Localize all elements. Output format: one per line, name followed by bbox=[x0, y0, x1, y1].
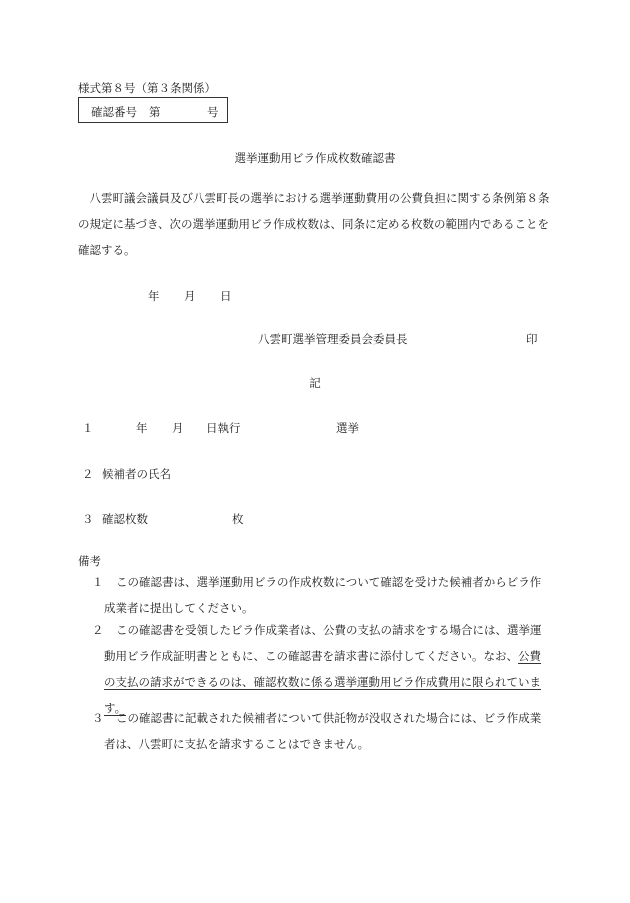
seal-mark: 印 bbox=[526, 332, 538, 346]
date-day: 日 bbox=[220, 289, 232, 303]
item3-confirmed-count-label: 確認枚数 bbox=[102, 512, 148, 526]
remark-1-text: この確認書は、選挙運動用ビラの作成枚数について確認を受けた候補者からビラ作成業者に提出してください。 bbox=[104, 575, 542, 615]
date-year: 年 bbox=[148, 289, 160, 303]
date-month: 月 bbox=[184, 289, 196, 303]
document-title: 選挙運動用ビラ作成枚数確認書 bbox=[234, 151, 396, 165]
remarks-heading: 備考 bbox=[78, 554, 101, 568]
confirm-number-go: 号 bbox=[207, 105, 219, 119]
remark-3 bbox=[78, 705, 552, 757]
remark-1-number: １ bbox=[92, 575, 104, 589]
ki-heading: 記 bbox=[309, 376, 321, 390]
remark-2-text-plain: この確認書を受領したビラ作成業者は、公費の支払の請求をする場合には、選挙運動用ビラ作成証明書とともに、この確認書を請求書に添付してください。なお、 bbox=[104, 623, 542, 663]
item3-number: ３ bbox=[82, 512, 94, 526]
confirmation-number-box bbox=[78, 97, 228, 123]
item1-month: 月 bbox=[172, 421, 184, 435]
remark-1 bbox=[78, 569, 552, 621]
body-paragraph: 八雲町議会議員及び八雲町長の選挙における選挙運動費用の公費負担に関する条例第８条の規定に基づき、次の選挙運動用ビラ作成枚数は、同条に定める枚数の範囲内であることを確認する。 bbox=[78, 191, 550, 257]
remark-3-text: この確認書に記載された候補者について供託物が没収された場合には、ビラ作成業者は、八雲町に支払を請求することはできません。 bbox=[104, 711, 542, 751]
confirm-number-dai: 第 bbox=[149, 105, 161, 119]
form-number-label: 様式第８号（第３条関係） bbox=[78, 81, 216, 95]
item2-candidate-name-label: 候補者の氏名 bbox=[102, 467, 171, 481]
item1-number: １ bbox=[82, 421, 94, 435]
remark-2-number: ２ bbox=[92, 623, 104, 637]
item1-day-executed: 日執行 bbox=[206, 421, 241, 435]
item2-number: ２ bbox=[82, 467, 94, 481]
item1-year: 年 bbox=[136, 421, 148, 435]
item1-election: 選挙 bbox=[336, 421, 359, 435]
remark-2-text-underlined: 公費の支払の請求ができるのは、確認枚数に係る選挙運動用ビラ作成費用に限られています。 bbox=[104, 649, 541, 715]
confirm-number-prefix: 確認番号 bbox=[91, 105, 137, 119]
remark-3-number: ３ bbox=[92, 711, 104, 725]
item3-unit: 枚 bbox=[232, 512, 244, 526]
issuer-title: 八雲町選挙管理委員会委員長 bbox=[258, 332, 408, 346]
